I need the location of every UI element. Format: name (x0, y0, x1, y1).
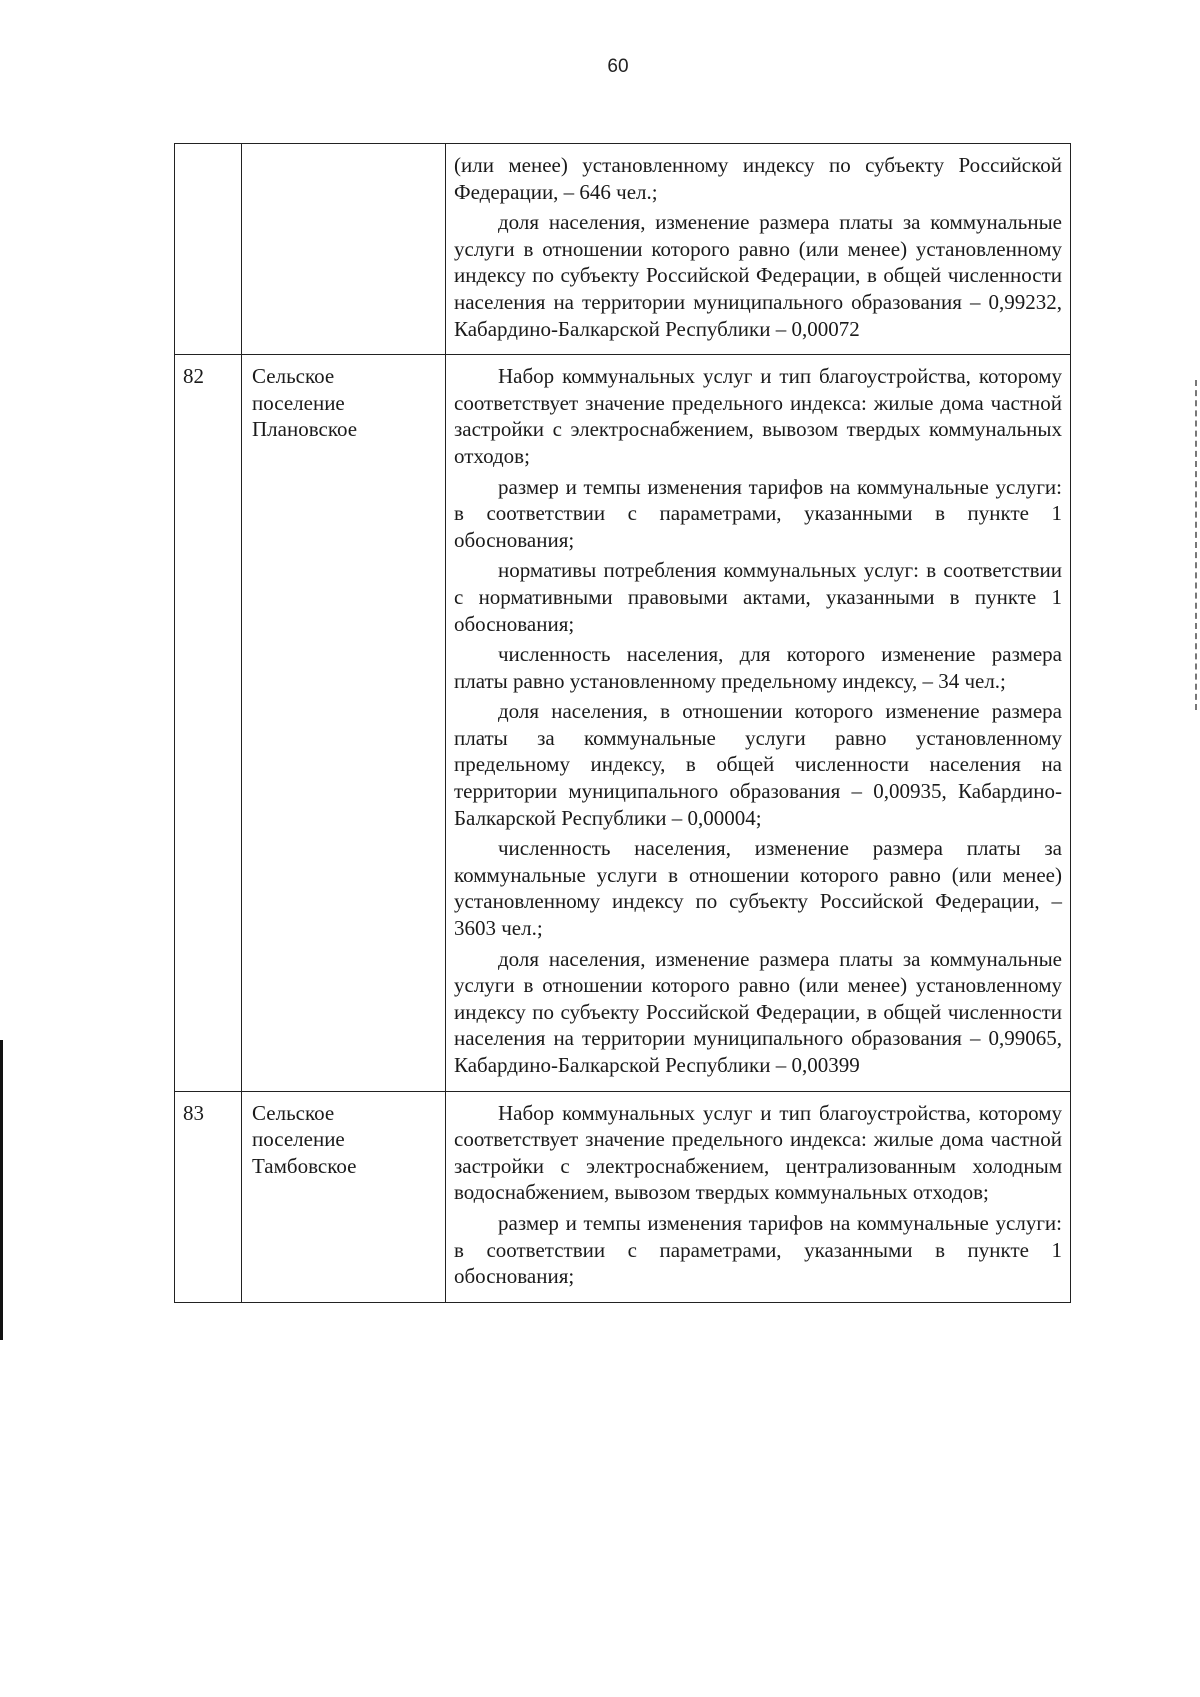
scan-mark (0, 1040, 3, 1340)
settlement-name-line: поселение (252, 1127, 345, 1152)
description-paragraph: (или менее) установленному индексу по субъекту Российской Федерации, – 646 чел.; (454, 153, 1062, 204)
settlement-name (242, 144, 446, 355)
settlement-name-line: Сельское (252, 1100, 335, 1125)
description-paragraph: доля населения, изменение размера платы за коммунальные услуги в отношении которого равно (или менее) установленному индексу по субъекту Российской Федерации, в общей численности населения на территории муниципального образования – 0,99065, Кабардино-Балкарской Республики – 0,00399 (454, 946, 1062, 1077)
description-paragraph: Набор коммунальных услуг и тип благоустройства, которому соответствует значение предельного индекса: жилые дома частной застройки с электроснабжением, вывозом твердых коммунальных отходов; (454, 364, 1062, 468)
settlement-name-line: поселение (252, 390, 345, 415)
description-cell (446, 1091, 1071, 1302)
description-cell (446, 144, 1071, 355)
settlement-name-line: Тамбовское (252, 1153, 357, 1178)
page-number: 60 (607, 56, 629, 77)
row-number (175, 144, 242, 355)
description-paragraph: численность населения, изменение размера платы за коммунальные услуги в отношении которого равно (или менее) установленному индексу по субъекту Российской Федерации, – 3603 чел.; (454, 836, 1062, 941)
settlement-name-line: Сельское (252, 364, 335, 389)
settlement-name-line: Плановское (252, 417, 358, 442)
table-row (175, 355, 1071, 1091)
document-table (174, 143, 1071, 1303)
description-paragraph: размер и темпы изменения тарифов на коммунальные услуги: в соответствии с параметрами, указанными в пункте 1 обоснования; (454, 474, 1062, 552)
row-number: 82 (175, 355, 242, 1091)
table-row (175, 1091, 1071, 1302)
description-paragraph: Набор коммунальных услуг и тип благоустройства, которому соответствует значение предельного индекса: жилые дома частной застройки с электроснабжением, централизованным холодным водоснабжением, вывозом твердых коммунальных отходов; (454, 1100, 1062, 1205)
description-paragraph: доля населения, изменение размера платы за коммунальные услуги в отношении которого равно (или менее) установленному индексу по субъекту Российской Федерации, в общей численности населения на территории муниципального образования – 0,99232, Кабардино-Балкарской Республики – 0,00072 (454, 210, 1062, 341)
description-cell (446, 355, 1071, 1091)
scan-dash (1195, 380, 1199, 710)
settlement-name (242, 355, 446, 1091)
table-body (175, 144, 1071, 1303)
description-paragraph: нормативы потребления коммунальных услуг: в соответствии с нормативными правовыми актами, указанными в пункте 1 обоснования; (454, 558, 1062, 636)
description-paragraph: размер и темпы изменения тарифов на коммунальные услуги: в соответствии с параметрами, указанными в пункте 1 обоснования; (454, 1210, 1062, 1289)
row-number: 83 (175, 1091, 242, 1302)
description-paragraph: численность населения, для которого изменение размера платы равно установленному предельному индексу, – 34 чел.; (454, 642, 1062, 693)
description-paragraph: доля населения, в отношении которого изменение размера платы за коммунальные услуги равно установленному предельному индексу, в общей численности населения на территории муниципального образования – 0,00935, Кабардино-Балкарской Республики – 0,00004; (454, 699, 1062, 830)
table-row (175, 144, 1071, 355)
settlement-name (242, 1091, 446, 1302)
